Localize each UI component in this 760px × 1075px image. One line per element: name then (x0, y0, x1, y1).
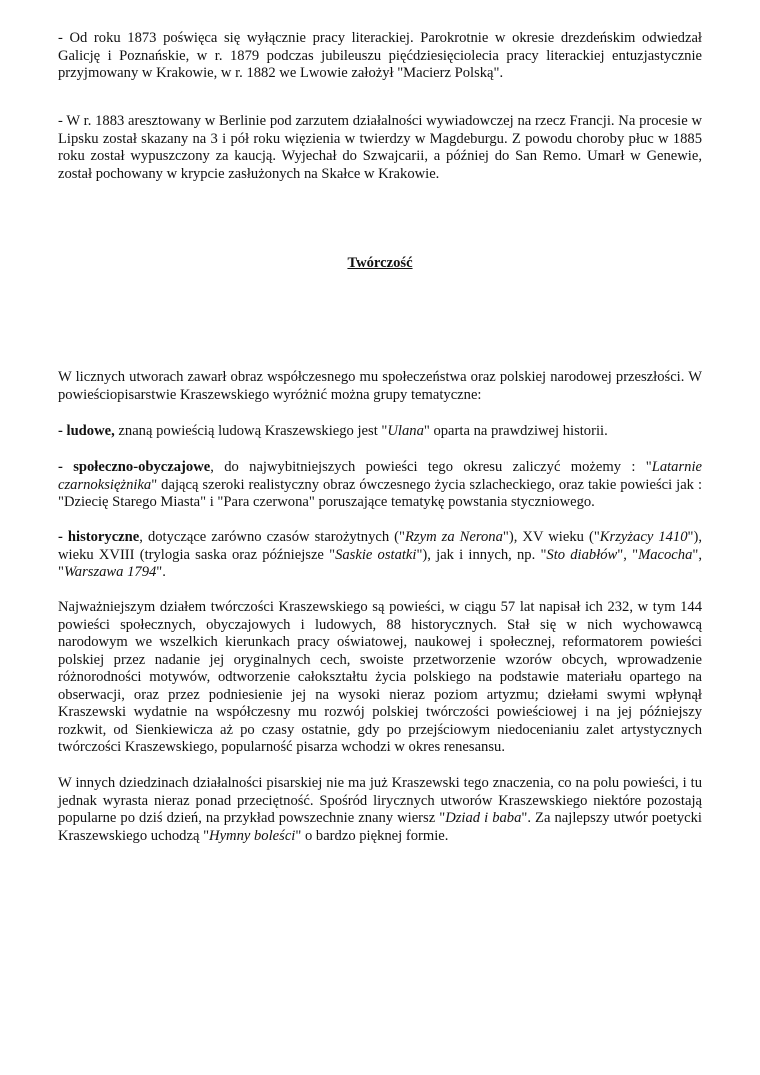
section-title: Twórczość (347, 255, 413, 271)
group-historyczne-title-5: Macocha (638, 546, 693, 563)
main-paragraph: Najważniejszym działem twórczości Kraszewskiego są powieści, w ciągu 57 lat napisał ich 232, w tym 144 powieści społecznych, obyczajowych i ludowych, 88 historycznych. Stał się w nich wychowawcą narodowym we wszelkich kierunkach pracy oświatowej, naukowej i społecznej, reformatorem powieści polskiej przez nadanie jej oryginalnych cech, swoiste przetworzenie wzorów obcych, wprowadzenie różnorodności motywów, odtworzenie całokształtu życia polskiego na podstawie materiału opartego na obserwacji, oraz przez podniesienie jej na wysoki nieraz poziom artyzmu; dziełami swymi wpłynął Kraszewski wydatnie na współczesny mu rozwój polskiej twórczości powieściowej i na jej późniejszy rozkwit, od Sienkiewicza aż po czasy ostatnie, gdy po przejściowym niedocenianiu zalet artystycznych twórczości Kraszewskiego, popularność pisarza wchodzi w okres renesansu. (58, 599, 702, 755)
group-historyczne-dash: - (58, 529, 68, 545)
group-ludowe-text-2: " oparta na prawdziwej historii. (423, 423, 608, 439)
group-ludowe-term: ludowe, (66, 423, 115, 439)
group-historyczne-title-1: Rzym za Nerona (405, 529, 503, 545)
document-page (58, 0, 702, 1075)
last-paragraph-title-2: Hymny boleści (209, 827, 296, 844)
bio-paragraph-1: - Od roku 1873 poświęca się wyłącznie pracy literackiej. Parokrotnie w okresie drezdeńskim odwiedzał Galicję i Poznańskie, w r. 1879 podczas jubileuszu pięćdziesięciolecia pracy literackiej entuzjastycznie przyjmowany w Krakowie, w r. 1882 we Lwowie założył "Macierz Polską". (58, 30, 702, 81)
group-historyczne (58, 529, 702, 582)
bio-paragraph-2: - W r. 1883 aresztowany w Berlinie pod zarzutem działalności wywiadowczej na rzecz Francji. Na procesie w Lipsku został skazany na 3 i pół roku więzienia w twierdzy w Magdeburgu. Z powodu choroby płuc w 1885 roku został wypuszczony za kaucją. Wyjechał do Szwajcarii, a później do San Remo. Umarł w Genewie, został pochowany w krypcie zasłużonych na Skałce w Krakowie. (58, 113, 702, 182)
group-ludowe-title: Ulana (387, 423, 424, 439)
group-historyczne-title-2: Krzyżacy 1410 (599, 529, 688, 545)
last-paragraph-text-3: " o bardzo pięknej formie. (295, 827, 449, 844)
last-paragraph-text-1: W innych dziedzinach działalności pisarskiej nie ma już Kraszewski tego znaczenia, co na polu powieści, i tu jednak wyrasta nieraz ponad przeciętność. Spośród lirycznych utworów Kraszewskiego niektóre pozostają popularne po dziś dzień, na przykład powszechnie znany wiersz " (58, 775, 702, 826)
group-historyczne-text-5: ", " (617, 546, 639, 563)
group-historyczne-text-7: ". (156, 564, 166, 580)
group-historyczne-title-4: Sto diabłów (546, 546, 618, 563)
group-spoleczno-term: społeczno-obyczajowe (73, 459, 211, 475)
group-spoleczno-dash: - (58, 459, 74, 475)
group-spoleczno (58, 459, 702, 512)
group-ludowe-text-1: znaną powieścią ludową Kraszewskiego jest " (114, 423, 388, 439)
group-spoleczno-text-2: " dającą szeroki realistyczny obraz ówczesnego życia szlacheckiego, oraz takie powieści jak : "Dziecię Starego Miasta" i "Para czerwona" poruszające tematykę powstania styczniowego. (58, 476, 702, 510)
group-spoleczno-text-1: , do najwybitniejszych powieści tego okresu zaliczyć możemy : " (210, 459, 652, 475)
intro-paragraph: W licznych utworach zawarł obraz współczesnego mu społeczeństwa oraz polskiej narodowej przeszłości. W powieściopisarstwie Kraszewskiego wyróżnić można grupy tematyczne: (58, 369, 702, 403)
group-ludowe-dash: - (58, 423, 67, 439)
last-paragraph-title-1: Dziad i baba (445, 810, 522, 826)
group-spoleczno-title: Latarnie czarnoksiężnika (58, 459, 702, 493)
last-paragraph-text-2: ". Za najlepszy utwór poetycki Kraszewskiego uchodzą " (58, 810, 702, 844)
group-historyczne-text-6: ", " (58, 546, 702, 580)
group-historyczne-text-1: , dotyczące zarówno czasów starożytnych (" (139, 529, 405, 545)
group-historyczne-text-2: "), XV wieku (" (502, 529, 600, 545)
last-paragraph (58, 775, 702, 845)
group-historyczne-text-4: "), jak i innych, np. " (416, 546, 547, 563)
group-historyczne-text-3: "), wieku XVIII (trylogia saska oraz późniejsze " (58, 529, 702, 563)
group-ludowe (58, 423, 702, 441)
group-historyczne-title-6: Warszawa 1794 (63, 564, 157, 580)
group-historyczne-title-3: Saskie ostatki (335, 546, 417, 563)
group-historyczne-term: historyczne (67, 529, 140, 545)
